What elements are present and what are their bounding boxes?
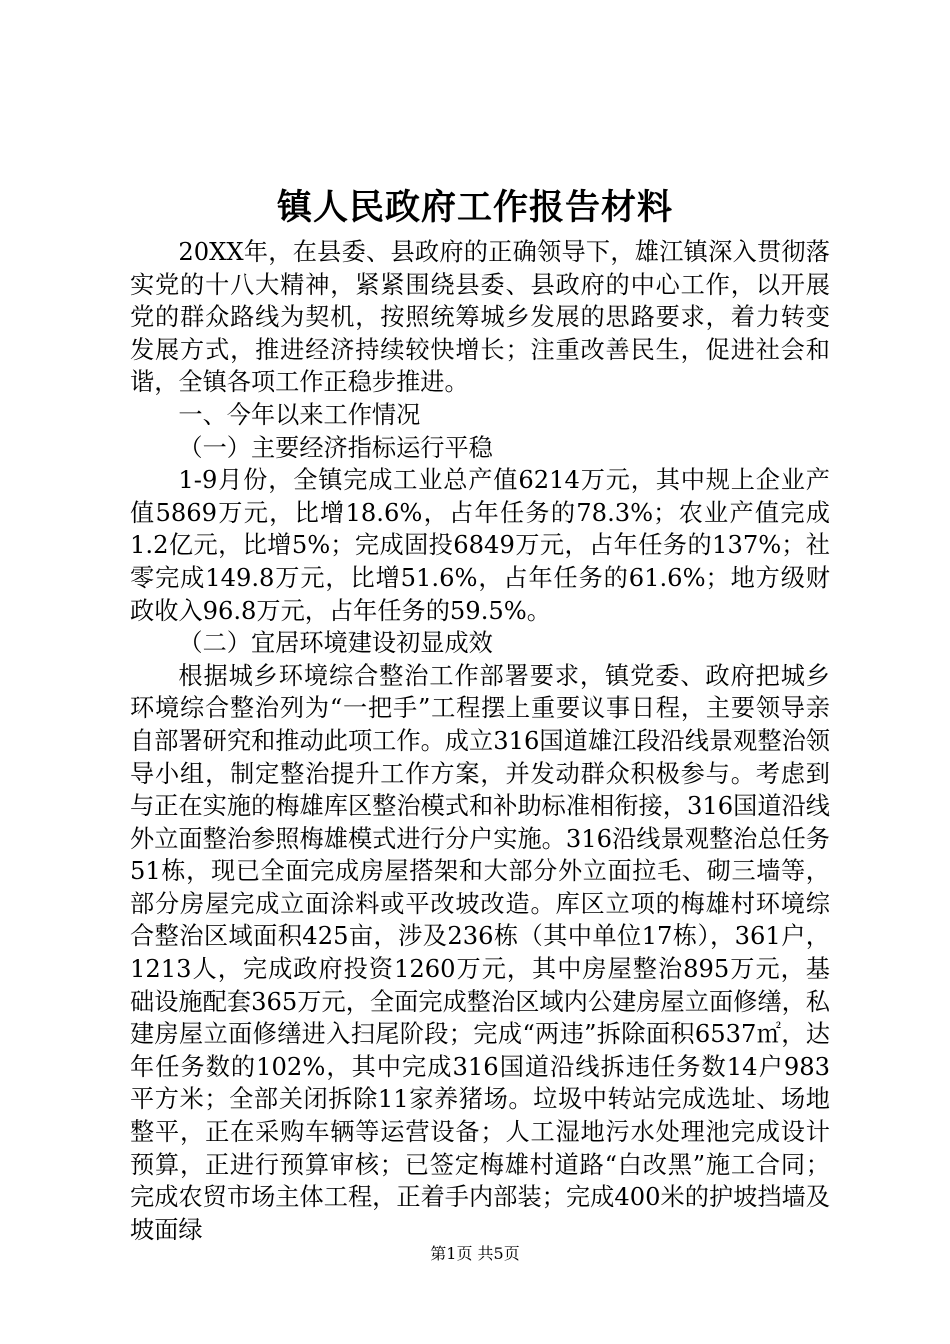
environment-paragraph: 根据城乡环境综合整治工作部署要求，镇党委、政府把城乡环境综合整治列为“一把手”工程摆上重要议事日程，主要领导亲自部署研究和推动此项工作。成立316国道雄江段沿线景观整治领导小组，制定整治提升工作方案，并发动群众积极参与。考虑到与正在实施的梅雄库区整治模式和补助标准相衔接，316国道沿线外立面整治参照梅雄模式进行分户实施。316沿线景观整治总任务51栋，现已全面完成房屋搭架和大部分外立面拉毛、砌三墙等，部分房屋完成立面涂料或平改坡改造。库区立项的梅雄村环境综合整治区域面积425亩，涉及236栋（其中单位17栋），361户，1213人，完成政府投资1260万元，其中房屋整治895万元，基础设施配套365万元，全面完成整治区域内公建房屋立面修缮，私建房屋立面修缮进入扫尾阶段；完成“两违”拆除面积6537㎡，达年任务数的102%，其中完成316国道沿线拆违任务数14户983平方米；全部关闭拆除11家养猪场。垃圾中转站完成选址、场地整平，正在采购车辆等运营设备；人工湿地污水处理池完成设计预算，正进行预算审核；已签定梅雄村道路“白改黑”施工合同；完成农贸市场主体工程，正着手内部装；完成400米的护坡挡墙及坡面绿 [130,661,830,1244]
section-heading-work-status: 一、今年以来工作情况 [178,400,421,429]
intro-paragraph: 20XX年，在县委、县政府的正确领导下，雄江镇深入贯彻落实党的十八大精神，紧紧围绕县委、县政府的中心工作，以开展党的群众路线为契机，按照统筹城乡发展的思路要求，着力转变发展方式，推进经济持续较快增长；注重改善民生，促进社会和谐，全镇各项工作正稳步推进。 [130,238,830,397]
document-title: 镇人民政府工作报告材料 [276,187,673,228]
economy-paragraph: 1-9月份，全镇完成工业总产值6214万元，其中规上企业产值5869万元，比增18.6%，占年任务的78.3%；农业产值完成1.2亿元，比增5%；完成固投6849万元，占年任务的137%；社零完成149.8万元，比增51.6%，占年任务的61.6%；地方级财政收入96.8万元，占年任务的59.5%。 [130,466,830,625]
document-body [130,236,830,1246]
page-number-footer: 第1页 共5页 [430,1244,520,1263]
subsection-heading-economy: （一）主要经济指标运行平稳 [178,433,493,462]
subsection-heading-environment: （二）宜居环境建设初显成效 [178,629,493,658]
